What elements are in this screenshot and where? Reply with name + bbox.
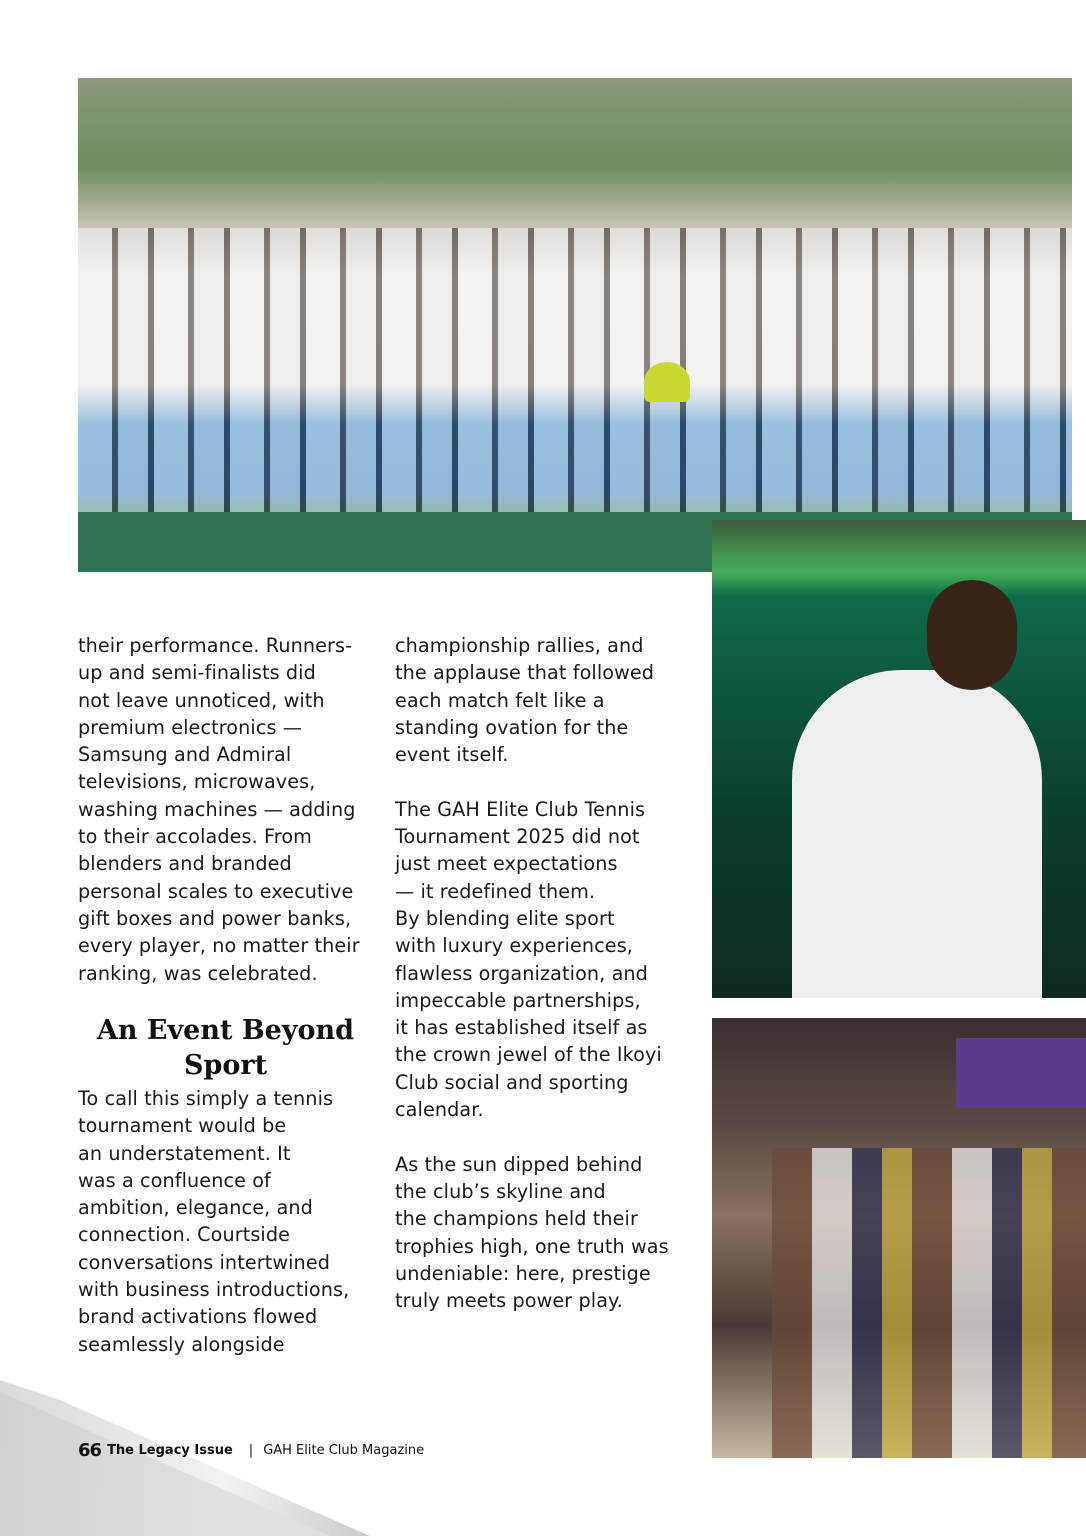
text-line: standing ovation for the	[395, 715, 629, 739]
text-line: washing machines — adding	[78, 797, 356, 821]
text-line: the club’s skyline and	[395, 1179, 606, 1203]
text-line: event itself.	[395, 743, 509, 767]
article-column-left-top	[78, 632, 360, 987]
text-line: an understatement. It	[78, 1141, 291, 1165]
text-line: championship rallies, and	[395, 634, 644, 657]
text-line: brand activations flowed	[78, 1305, 318, 1329]
paragraph	[395, 1151, 669, 1315]
text-line: their performance. Runners-	[78, 634, 353, 657]
page-number: 66	[78, 1440, 102, 1461]
text-line: was a confluence of	[78, 1168, 271, 1192]
text-line: By blending elite sport	[395, 906, 615, 930]
text-line: it has established itself as	[395, 1016, 648, 1040]
text-line: conversations intertwined	[78, 1250, 331, 1274]
text-line: each match felt like a	[395, 688, 605, 712]
text-line: televisions, microwaves,	[78, 770, 316, 794]
issue-title: The Legacy Issue	[107, 1443, 233, 1458]
text-line: connection. Courtside	[78, 1223, 291, 1247]
player-shirt	[792, 670, 1042, 998]
text-line: impeccable partnerships,	[395, 988, 641, 1012]
players-group	[78, 228, 1072, 528]
text-line: flawless organization, and	[395, 961, 648, 985]
text-line: Samsung and Admiral	[78, 743, 292, 767]
smiling-player-photo	[712, 520, 1086, 998]
text-line: ranking, was celebrated.	[78, 961, 318, 985]
article-column-left-bottom	[78, 1085, 349, 1358]
text-line: the champions held their	[395, 1207, 638, 1231]
team-group-photo	[78, 78, 1072, 572]
text-line: — it redefined them.	[395, 879, 596, 903]
footer-separator: |	[248, 1443, 254, 1458]
text-line: undeniable: here, prestige	[395, 1261, 651, 1285]
text-line: with business introductions,	[78, 1278, 350, 1302]
text-line: the applause that followed	[395, 661, 655, 685]
text-line: calendar.	[395, 1098, 484, 1122]
article-column-right	[395, 632, 669, 1314]
text-line: ambition, elegance, and	[78, 1196, 313, 1220]
text-line: To call this simply a tennis	[78, 1087, 334, 1110]
paragraph	[395, 632, 669, 768]
text-line: truly meets power play.	[395, 1289, 623, 1313]
event-banner	[956, 1038, 1086, 1108]
paragraph	[395, 796, 669, 1124]
guests-group	[772, 1148, 1086, 1458]
text-line: premium electronics —	[78, 715, 303, 739]
page-footer	[78, 1440, 424, 1461]
text-line: tournament would be	[78, 1114, 287, 1138]
text-line: with luxury experiences,	[395, 934, 633, 958]
text-line: the crown jewel of the Ikoyi	[395, 1043, 662, 1067]
player-head	[927, 580, 1017, 690]
text-line: Tournament 2025 did not	[395, 825, 640, 849]
text-line: The GAH Elite Club Tennis	[395, 797, 646, 821]
text-line: just meet expectations	[395, 852, 618, 876]
text-line: As the sun dipped behind	[395, 1152, 643, 1176]
text-line: gift boxes and power banks,	[78, 906, 352, 930]
text-line: to their accolades. From	[78, 825, 312, 849]
text-line: personal scales to executive	[78, 879, 354, 903]
magazine-name: GAH Elite Club Magazine	[263, 1443, 425, 1458]
text-line: trophies high, one truth was	[395, 1234, 669, 1258]
text-line: seamlessly alongside	[78, 1332, 285, 1356]
tennis-ball-cake	[644, 362, 690, 402]
text-line: not leave unnoticed, with	[78, 688, 325, 712]
section-heading: An Event Beyond Sport	[96, 1015, 355, 1081]
text-line: Club social and sporting	[395, 1070, 629, 1094]
text-line: up and semi-finalists did	[78, 661, 316, 685]
text-line: every player, no matter their	[78, 934, 360, 958]
evening-celebration-photo	[712, 1018, 1086, 1458]
text-line: blenders and branded	[78, 852, 292, 876]
